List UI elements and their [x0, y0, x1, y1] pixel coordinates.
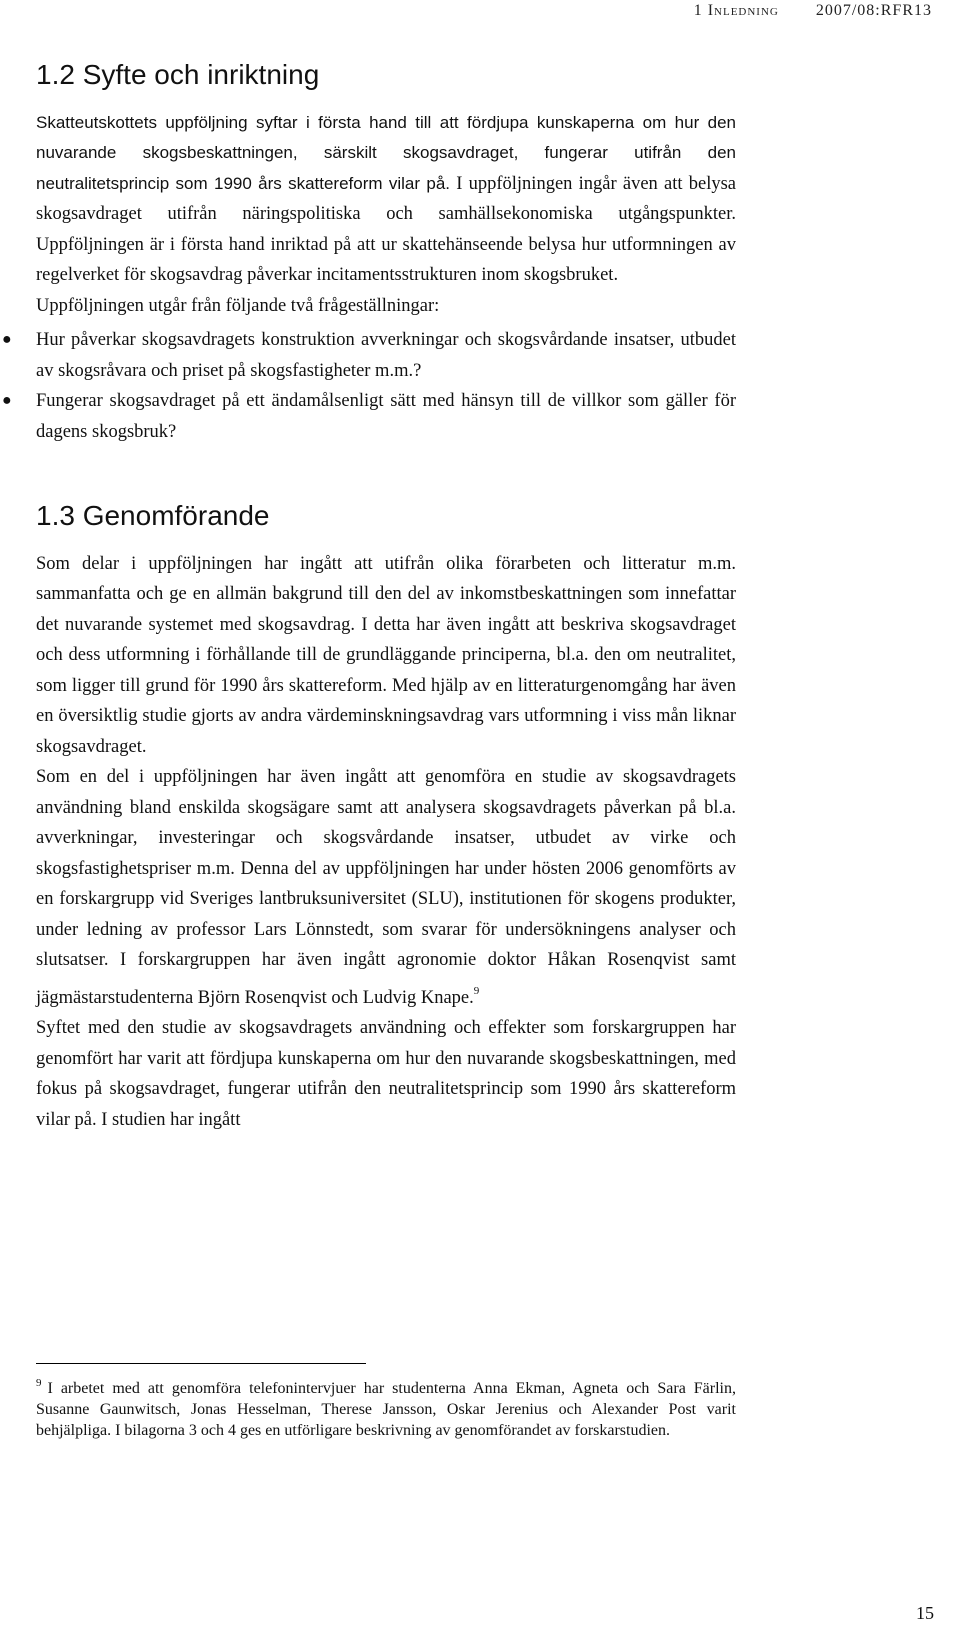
page-content	[2, 58, 736, 1135]
bullet-icon: ●	[2, 331, 12, 349]
paragraph-method-2-text: Som en del i uppföljningen har även ingått att genomföra en studie av skogsavdragets användning bland enskilda skogsägare samt att analysera skogsavdragets påverkan på bl.a. avverkningar, investeringar och skogsvårdande insatser, utbudet av virke och skogsfastighetspriser m.m. Denna del av uppföljningen har under hösten 2006 genomförts av en forskargrupp vid Sveriges lantbruksuniversitet (SLU), institutionen för skogens produkter, under ledning av professor Lars Lönnstedt, som svarar för undersökningens analyser och slutsatser. I forskargruppen har även ingått agronomie doktor Håkan Rosenqvist samt jägmästarstudenterna Björn Rosenqvist och Ludvig Knape.	[36, 767, 736, 1008]
question-item	[2, 386, 736, 447]
report-id: 2007/08:RFR13	[815, 2, 932, 19]
footnote-number: 9	[36, 1377, 42, 1389]
paragraph-purpose-part-a: Skatteutskottets uppföljning syftar i första hand till att fördjupa kunskaperna om hur den nuvarande skogsbeskattningen, särskilt skogsavdraget, fungerar utifrån den neutralitetsprincip som 1990 års skattereform vilar på.	[36, 112, 736, 193]
chapter-label: 1 Inledning	[693, 2, 779, 19]
bullet-icon: ●	[2, 392, 12, 410]
footnote-reference: 9	[473, 984, 480, 997]
footnote-divider	[36, 1363, 366, 1364]
footnote	[36, 1373, 736, 1441]
paragraph-method-2	[36, 762, 736, 1013]
question-text: Hur påverkar skogsavdragets konstruktion avverkningar och skogsvårdande insatser, utbudet av skogsråvara och priset på skogsfastigheter m.m.?	[36, 330, 736, 381]
section-heading-syfte: 1.2 Syfte och inriktning	[36, 59, 320, 90]
paragraph-purpose-part-b: I uppföljningen ingår även att belysa skogsavdraget utifrån näringspolitiska och samhällsekonomiska utgångspunkter. Uppföljningen är i första hand inriktad på att ur skattehänseende belysa hur utformningen av regelverket för skogsavdrag påverkar incitamentsstrukturen inom skogsbruket.	[36, 173, 736, 286]
questions-intro: Uppföljningen utgår från följande två frågeställningar:	[36, 295, 440, 316]
question-list	[2, 325, 736, 447]
paragraph-method-3: Syftet med den studie av skogsavdragets användning och effekter som forskargruppen har genomfört har varit att fördjupa kunskaperna om hur den nuvarande skogsbeskattningen, med fokus på skogsavdraget, fungerar utifrån den neutralitetsprincip som 1990 års skattereform vilar på. I studien har ingått	[36, 1018, 736, 1130]
footnote-text: I arbetet med att genomföra telefonintervjuer har studenterna Anna Ekman, Agneta och Sara Färlin, Susanne Gaunwitsch, Jonas Hesselman, Therese Jansson, Oskar Jerenius och Alexander Post varit behjälpliga. I bilagorna 3 och 4 ges en utförligare beskrivning av genomförandet av forskarstudien.	[36, 1380, 736, 1439]
section-genomforande	[36, 499, 736, 1135]
paragraph-purpose	[36, 108, 736, 291]
question-item	[2, 325, 736, 386]
paragraph-method-1: Som delar i uppföljningen har ingått att utifrån olika förarbeten och litteratur m.m. sammanfatta och ge en allmän bakgrund till den del av inkomstbeskattningen som innefattar det nuvarande systemet med skogsavdrag. I detta har även ingått att beskriva skogsavdraget och dess utformning i förhållande till de grundläggande principerna, bl.a. den om neutralitet, som ligger till grund för 1990 års skattereform. Med hjälp av en litteraturgenomgång har även en översiktlig studie gjorts av andra värdeminskningsavdrag vars utformning i viss mån liknar skogsavdraget.	[36, 553, 736, 757]
section-heading-genomforande: 1.3 Genomförande	[36, 500, 270, 532]
page-number: 15	[916, 1603, 934, 1623]
section-syfte	[2, 58, 736, 447]
running-head	[694, 2, 932, 20]
question-text: Fungerar skogsavdraget på ett ändamålsenligt sätt med hänsyn till de villkor som gäller för dagens skogsbruk?	[36, 391, 736, 442]
